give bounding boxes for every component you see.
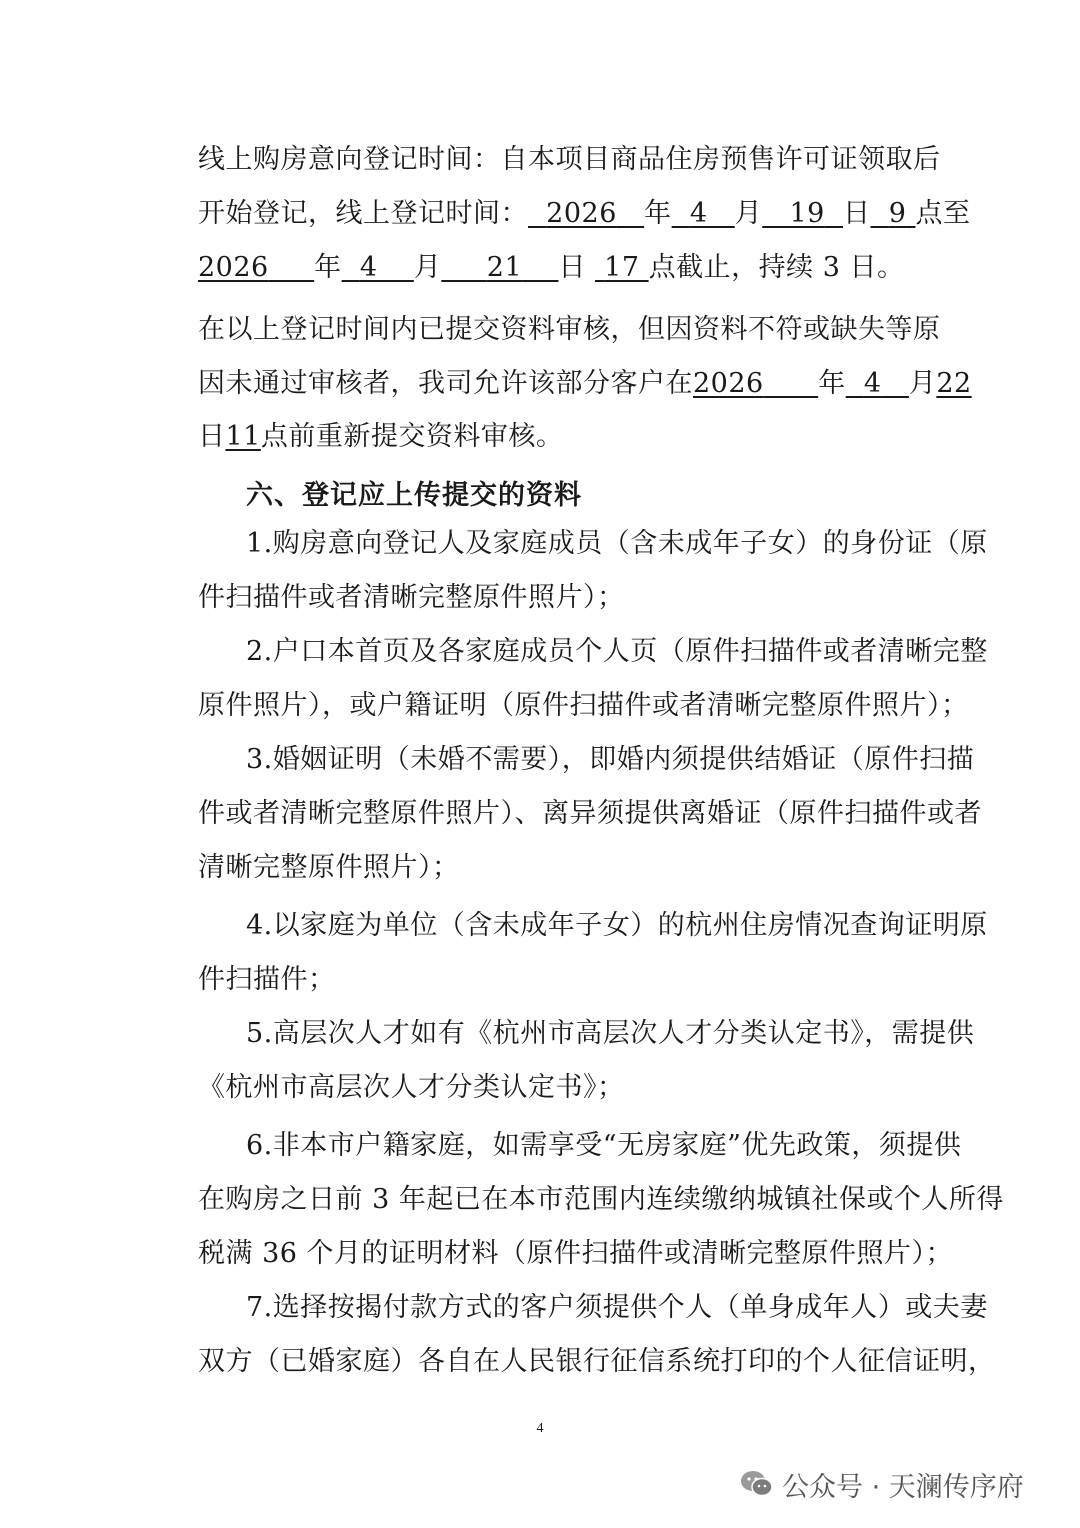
underlined-hour: 17 <box>604 252 640 283</box>
item-7-line-1: 7.选择按揭付款方式的客户须提供个人（单身成年人）或夫妻 <box>246 1292 988 1323</box>
item-5-line-1: 5.高层次人才如有《杭州市高层次人才分类认定书》，需提供 <box>246 1018 975 1049</box>
item-1-line-2: 件扫描件或者清晰完整原件照片）； <box>198 582 625 613</box>
item-3-line-2: 件或者清晰完整原件照片）、离异须提供离婚证（原件扫描件或者 <box>198 798 982 829</box>
underlined-month: 4 <box>689 198 708 229</box>
item-7-line-2: 双方（已婚家庭）各自在人民银行征信系统打印的个人征信证明， <box>198 1346 996 1377</box>
para1-line2: 开始登记，线上登记时间： 2026 年 4 月 19 日 9 点至 <box>198 198 971 229</box>
para2-line3: 日11点前重新提交资料审核。 <box>198 421 564 452</box>
item-3-line-3: 清晰完整原件照片）； <box>198 852 460 883</box>
item-6-line-2: 在购房之日前 3 年起已在本市范围内连续缴纳城镇社保或个人所得 <box>198 1184 1004 1215</box>
underlined-day: 21 <box>486 252 523 283</box>
underlined-hour: 11 <box>225 421 261 452</box>
underlined-hour: 9 <box>888 198 907 229</box>
underlined-year: 2026 <box>693 368 764 399</box>
watermark-text: 公众号 · 天澜传序府 <box>782 1471 1024 1503</box>
item-6-line-1: 6.非本市户籍家庭，如需享受“无房家庭”优先政策，须提供 <box>246 1130 962 1161</box>
item-6-line-3: 税满 36 个月的证明材料（原件扫描件或清晰完整原件照片）； <box>198 1238 954 1269</box>
item-1-line-1: 1.购房意向登记人及家庭成员（含未成年子女）的身份证（原 <box>246 528 988 559</box>
item-2-line-1: 2.户口本首页及各家庭成员个人页（原件扫描件或者清晰完整 <box>246 636 988 667</box>
underlined-month: 4 <box>863 368 882 399</box>
item-4-line-1: 4.以家庭为单位（含未成年子女）的杭州住房情况查询证明原 <box>246 910 988 941</box>
para2-line2: 因未通过审核者，我司允许该部分客户在2026 年 4 月22 <box>198 368 972 399</box>
underlined-month: 4 <box>359 252 378 283</box>
watermark <box>740 1464 1024 1504</box>
item-2-line-2: 原件照片），或户籍证明（原件扫描件或者清晰完整原件照片）； <box>198 690 969 721</box>
underlined-day: 19 <box>789 198 825 229</box>
item-4-line-2: 件扫描件； <box>198 964 336 995</box>
page-number: 4 <box>536 1421 544 1436</box>
para1-line1: 线上购房意向登记时间：自本项目商品住房预售许可证领取后 <box>198 144 941 175</box>
underlined-year: 2026 <box>198 252 269 283</box>
text: 开始登记，线上登记时间： <box>198 198 528 229</box>
underlined-year: 2026 <box>546 198 617 229</box>
para1-line3: 2026 年 4 月 21 日 17 点截止，持续 3 日。 <box>198 252 905 283</box>
item-5-line-2: 《杭州市高层次人才分类认定书》； <box>198 1072 625 1103</box>
para2-line1: 在以上登记时间内已提交资料审核，但因资料不符或缺失等原 <box>198 314 941 345</box>
section-heading: 六、登记应上传提交的资料 <box>246 480 582 511</box>
wechat-official-account-icon <box>740 1469 774 1499</box>
underlined-day: 22 <box>936 368 972 399</box>
item-3-line-1: 3.婚姻证明（未婚不需要），即婚内须提供结婚证（原件扫描 <box>246 744 975 775</box>
